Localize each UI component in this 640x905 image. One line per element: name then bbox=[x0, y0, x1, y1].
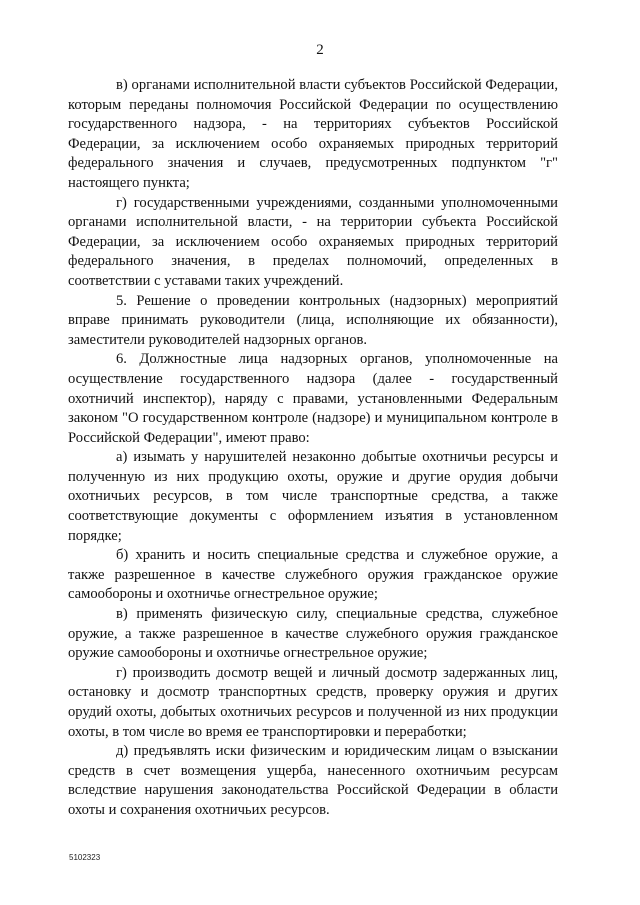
paragraph-g-inspect: г) производить досмотр вещей и личный досмотр задержанных лиц, остановку и досмотр транспортных средств, проверку оружия и других орудий охоты, добытых охотничьих ресурсов и полученной из них продукции охоты, в том числе во время ее транспортировки и переработки; bbox=[68, 664, 558, 740]
page-number: 2 bbox=[316, 42, 324, 58]
paragraph-6-officials-rights: 6. Должностные лица надзорных органов, уполномоченные на осуществление государственного надзора (далее - государственный охотничий инспектор), наряду с правами, установленными Федеральным законом "О государственном контроле (надзоре) и муниципальном контроле в Российской Федерации", имеют право: bbox=[68, 351, 558, 446]
paragraph-a-confiscate: а) изымать у нарушителей незаконно добытые охотничьи ресурсы и полученную из них продукцию охоты, оружие и другие орудия добычи охотничьих ресурсов, в том числе транспортные средства, а также соответствующие документы с оформлением изъятия в установленном порядке; bbox=[68, 449, 558, 544]
document-body bbox=[68, 76, 558, 821]
document-code: 5102323 bbox=[69, 853, 101, 862]
paragraph-v-regional-authorities: в) органами исполнительной власти субъектов Российской Федерации, которым переданы полномочия Российской Федерации по осуществлению государственного надзора, - на территориях субъектов Российской Федерации, за исключением особо охраняемых природных территорий федерального значения и случаев, предусмотренных подпунктом "г" настоящего пункта; bbox=[68, 77, 558, 191]
paragraph-d-lawsuits: д) предъявлять иски физическим и юридическим лицам о взыскании средств в счет возмещения ущерба, нанесенного охотничьим ресурсам вследствие нарушения законодательства Российской Федерации в области охоты и сохранения охотничьих ресурсов. bbox=[68, 743, 558, 818]
paragraph-v-use-force: в) применять физическую силу, специальные средства, служебное оружие, а также разрешенное в качестве служебного оружия гражданское оружие самообороны и охотничье огнестрельное оружие; bbox=[68, 606, 558, 662]
paragraph-b-carry-weapons: б) хранить и носить специальные средства и служебное оружие, а также разрешенное в качестве служебного оружия гражданское оружие самообороны и охотничье огнестрельное оружие; bbox=[68, 547, 558, 603]
paragraph-g-state-institutions: г) государственными учреждениями, созданными уполномоченными органами исполнительной власти, - на территории субъекта Российской Федерации, за исключением особо охраняемых природных территорий федерального значения, в пределах полномочий, определенных в соответствии с уставами таких учреждений. bbox=[68, 194, 558, 289]
paragraph-5-decision-on-inspections: 5. Решение о проведении контрольных (надзорных) мероприятий вправе принимать руководители (лица, исполняющие их обязанности), заместители руководителей надзорных органов. bbox=[68, 292, 558, 348]
